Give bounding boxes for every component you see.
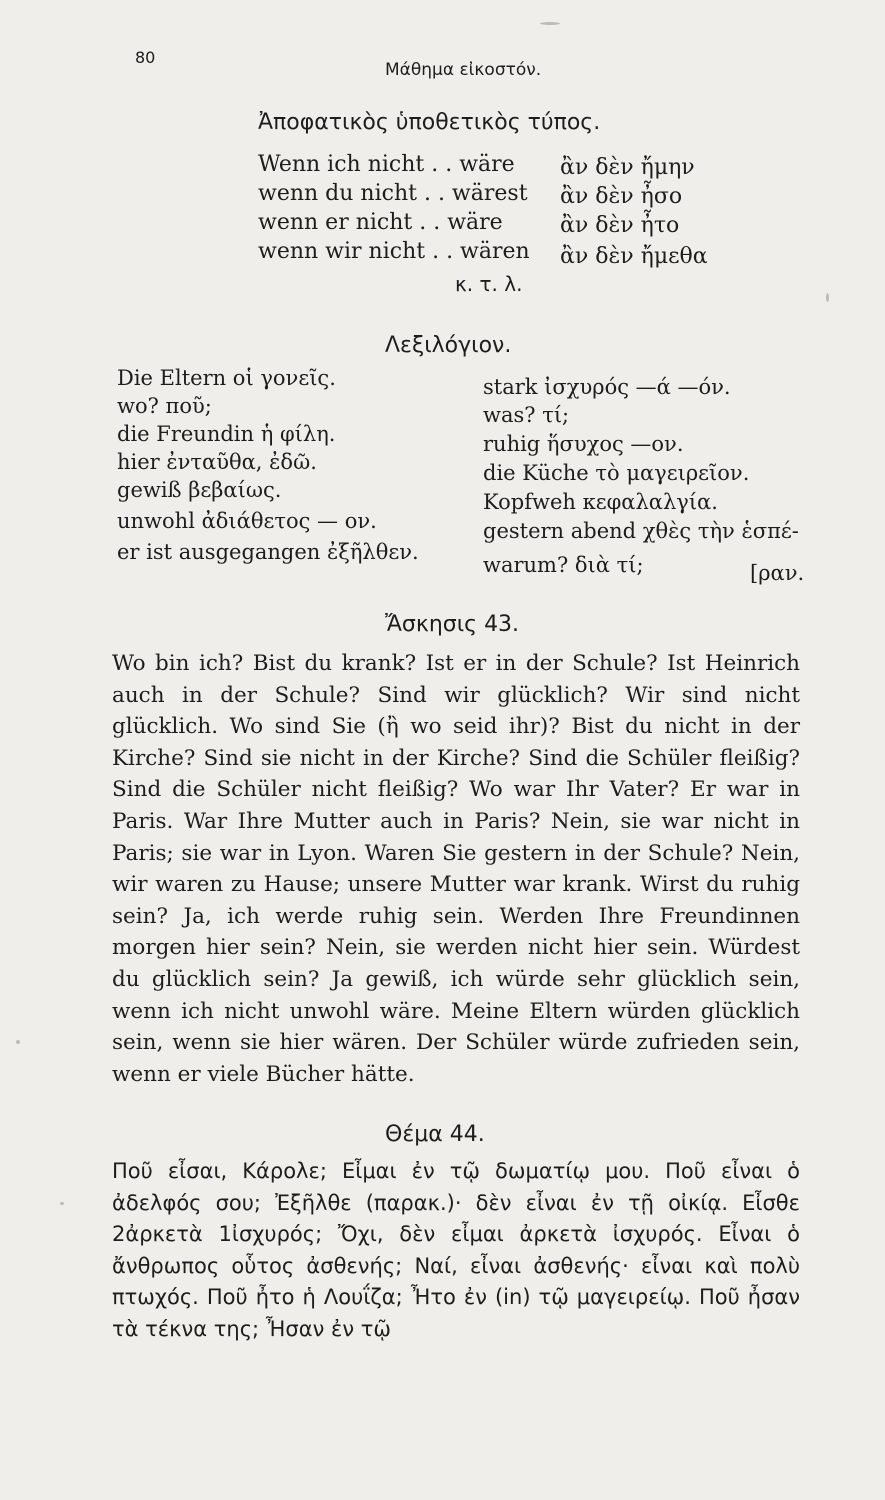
print-speck <box>540 22 560 25</box>
vocab-right-4: die Küche τὸ μαγειρεῖον. <box>483 461 750 485</box>
vocab-left-5: gewiß βεβαίως. <box>117 478 282 502</box>
vocab-left-3: die Freundin ἡ φίλη. <box>117 422 336 446</box>
page-header-title: Μάθημα εἰκοστόν. <box>385 60 542 80</box>
vocab-left-6: unwohl ἀδιάθετος — ον. <box>117 509 377 533</box>
theme-title: Θέμα 44. <box>385 1122 485 1147</box>
exercise-text: Wo bin ich? Bist du krank? Ist er in der Schule? Ist Heinrich auch in der Schule? Sind wir glücklich? Wir sind nicht glücklich. Wo sind Sie (ἢ wo seid ihr)? Bist du nicht in der Kirche? Sind sie nicht in der Kirche? Sind die Schüler fleißig? Sind die Schüler nicht fleißig? Wo war Ihr Vater? Er war in Paris. War Ihre Mutter auch in Paris? Nein, sie war nicht in Paris; sie war in Lyon. Waren Sie gestern in der Schule? Nein, wir waren zu Hause; unsere Mutter war krank. Wirst du ruhig sein? Ja, ich werde ruhig sein. Werden Ihre Freundinnen morgen hier sein? Nein, sie werden nicht hier sein. Würdest du glücklich sein? Ja gewiß, ich würde sehr glücklich sein, wenn ich nicht unwohl wäre. Meine Eltern würden glücklich sein, wenn sie hier wären. Der Schüler würde zufrieden sein, wenn er viele Bücher hätte. <box>112 651 800 1087</box>
vocab-right-5: Kopfweh κεφαλαλγία. <box>483 490 718 514</box>
vocab-left-4: hier ἐνταῦθα, ἐδῶ. <box>117 450 317 474</box>
page-number: 80 <box>135 48 156 67</box>
conditional-greek-3: ἂν δὲν ἦτο <box>560 213 680 238</box>
conditional-german-2: wenn du nicht . . wärest <box>258 181 528 206</box>
conditional-etc: κ. τ. λ. <box>455 272 523 296</box>
theme-text: Ποῦ εἶσαι, Κάρολε; Εἶμαι ἐν τῷ δωματίῳ μου. Ποῦ εἶναι ὁ ἀδελφός σου; Ἐξῆλθε (παρακ.)· δὲν εἶναι ἐν τῇ οἰκίᾳ. Εἶσθε 2ἀρκετὰ 1ἰσχυρός; Ὄχι, δὲν εἶμαι ἀρκετὰ ἰσχυρός. Εἶναι ὁ ἄνθρωπος οὗτος ἀσθενής; Ναί, εἶναι ἀσθενής· εἶναι καὶ πολὺ πτωχός. Ποῦ ἦτο ἡ Λουΐζα; Ἦτο ἐν (in) τῷ μαγειρείῳ. Ποῦ ἦσαν τὰ τέκνα της; Ἦσαν ἐν τῷ <box>112 1159 800 1341</box>
print-speck <box>826 293 829 302</box>
conditional-german-3: wenn er nicht . . wäre <box>258 210 503 235</box>
vocab-left-1: Die Eltern οἱ γονεῖς. <box>117 366 336 390</box>
vocab-right-1: stark ἰσχυρός —ά —όν. <box>483 375 731 399</box>
conditional-greek-4: ἂν δὲν ἤμεθα <box>560 244 708 269</box>
vocab-left-2: wo? ποῦ; <box>117 394 212 418</box>
conditional-greek-1: ἂν δὲν ἤμην <box>560 155 695 180</box>
vocab-left-7: er ist ausgegangen ἐξῆλθεν. <box>117 540 419 564</box>
vocab-right-6: gestern abend χθὲς τὴν ἑσπέ- <box>483 519 799 543</box>
conditional-greek-2: ἂν δὲν ἦσο <box>560 184 683 209</box>
exercise-title: Ἄσκησις 43. <box>385 612 520 637</box>
vocab-title: Λεξιλόγιον. <box>385 333 512 358</box>
conditional-german-1: Wenn ich nicht . . wäre <box>258 152 515 177</box>
conditional-german-4: wenn wir nicht . . wären <box>258 239 530 264</box>
vocab-continuation: [ραν. <box>750 561 805 585</box>
print-speck <box>60 1202 64 1205</box>
vocab-right-3: ruhig ἥσυχος —ον. <box>483 432 684 456</box>
print-speck <box>16 1040 20 1044</box>
conditional-title: Ἀποφατικὸς ὑποθετικὸς τύπος. <box>258 110 601 135</box>
vocab-right-7: warum? διὰ τί; <box>483 553 644 577</box>
vocab-right-2: was? τί; <box>483 403 570 427</box>
